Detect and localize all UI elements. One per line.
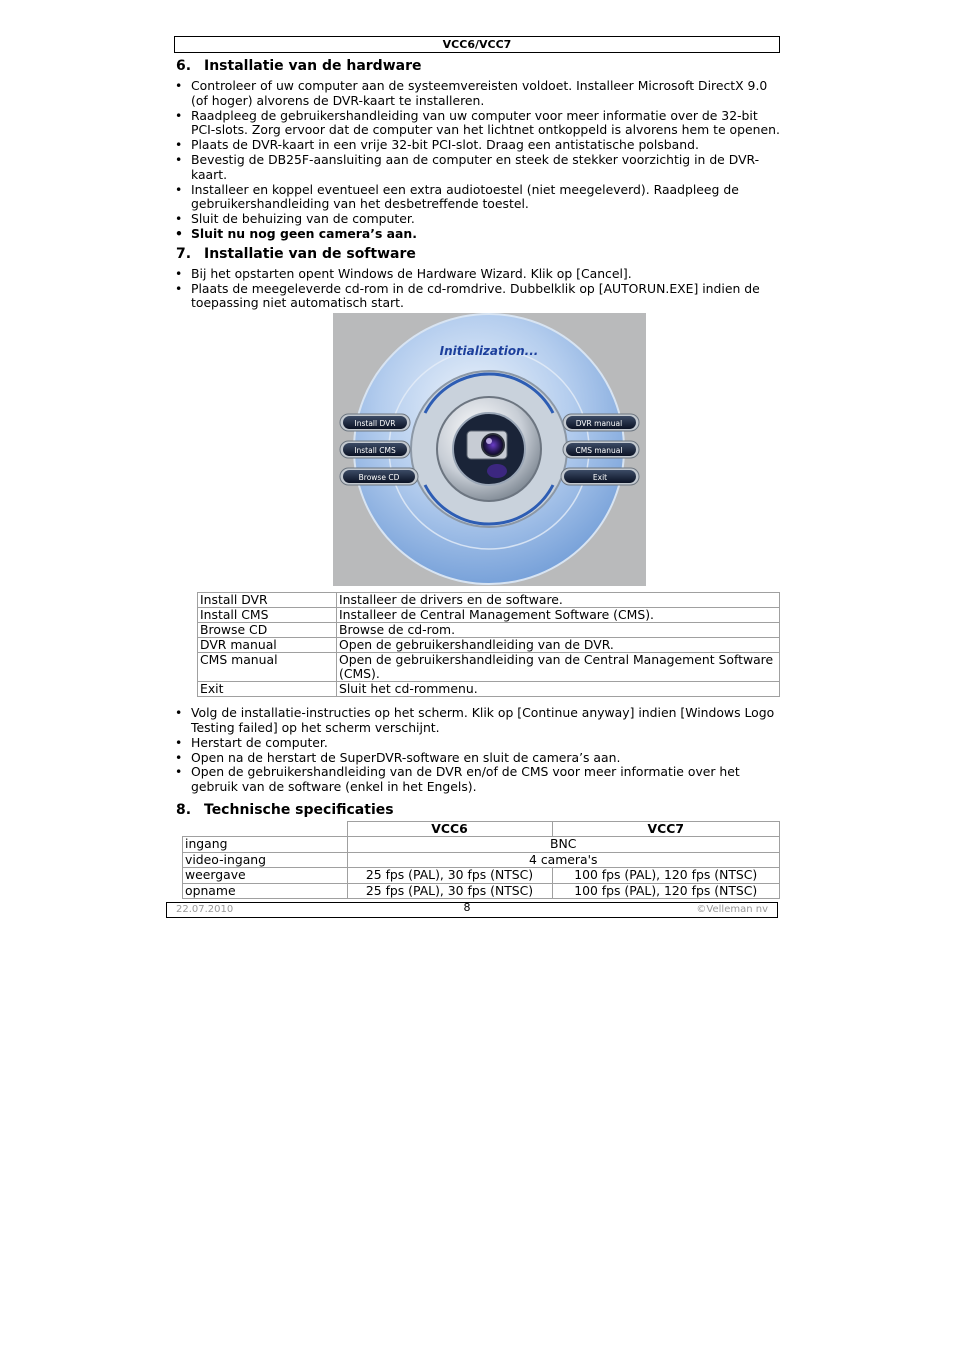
list-item: • Sluit de behuizing van de computer. <box>174 212 780 227</box>
list-item-warning: • Sluit nu nog geen camera’s aan. <box>174 227 780 242</box>
section-8-title: Technische specificaties <box>204 801 394 818</box>
table-cell: 4 camera's <box>347 852 780 867</box>
table-cell: Install DVR <box>198 593 337 608</box>
install-cms-button[interactable] <box>340 441 410 458</box>
section-6-title: Installatie van de hardware <box>204 58 422 74</box>
dvr-manual-label: DVR manual <box>575 419 623 429</box>
table-cell: 100 fps (PAL), 120 fps (NTSC) <box>552 868 780 883</box>
table-cell: Exit <box>198 682 337 697</box>
table-header-row <box>183 821 780 836</box>
table-cell: Install CMS <box>198 608 337 623</box>
section-8-number: 8. <box>176 801 192 818</box>
row-label: opname <box>183 883 348 898</box>
table-cell: 25 fps (PAL), 30 fps (NTSC) <box>347 883 552 898</box>
column-header-vcc7: VCC7 <box>552 821 780 836</box>
table-cell: BNC <box>347 837 780 852</box>
header-title: VCC6/VCC7 <box>442 38 512 51</box>
section-7-heading <box>176 246 780 262</box>
software-list-continued <box>174 706 780 795</box>
footer-copyright: ©Velleman nv <box>696 904 768 915</box>
list-item: • Bevestig de DB25F-aansluiting aan de computer en steek de stekker voorzichtig in de DVR-kaart. <box>174 153 780 183</box>
list-item: • Open de gebruikershandleiding van de DVR en/of de CMS voor meer informatie over het gebruik van de software (enkel in het Engels). <box>174 765 780 795</box>
table-row <box>183 868 780 883</box>
list-item: • Installeer en koppel eventueel een extra audiotoestel (niet meegeleverd). Raadpleeg de gebruikershandleiding van het desbetreffende toestel. <box>174 183 780 213</box>
cd-menu-title: Initialization... <box>439 344 539 359</box>
table-cell: Sluit het cd-rommenu. <box>337 682 780 697</box>
page-number: 8 <box>463 901 471 914</box>
cd-menu-screenshot <box>333 313 646 586</box>
cms-manual-label: CMS manual <box>575 446 623 456</box>
table-cell: Open de gebruikershandleiding van de Central Management Software (CMS). <box>337 653 780 682</box>
table-row <box>198 682 780 697</box>
table-row <box>198 623 780 638</box>
table-cell: Browse CD <box>198 623 337 638</box>
list-item: • Plaats de meegeleverde cd-rom in de cd-romdrive. Dubbelklik op [AUTORUN.EXE] indien de toepassing niet automatisch start. <box>174 282 780 312</box>
list-item: • Open na de herstart de SuperDVR-software en sluit de camera’s aan. <box>174 751 780 766</box>
spec-table <box>182 821 780 899</box>
section-6-number: 6. <box>176 58 192 74</box>
menu-buttons-table <box>197 592 780 697</box>
cms-manual-button[interactable] <box>563 441 639 458</box>
table-cell: 100 fps (PAL), 120 fps (NTSC) <box>552 883 780 898</box>
page-header <box>174 36 780 53</box>
list-item: • Controleer of uw computer aan de systeemvereisten voldoet. Installeer Microsoft DirectX 9.0 (of hoger) alvorens de DVR-kaart te installeren. <box>174 79 780 109</box>
section-7-number: 7. <box>176 245 192 262</box>
page-footer <box>166 902 778 918</box>
row-label: ingang <box>183 837 348 852</box>
table-row <box>198 653 780 682</box>
section-6-heading <box>176 58 780 74</box>
install-dvr-label: Install DVR <box>354 419 396 429</box>
section-8-heading <box>176 802 780 818</box>
list-item: • Plaats de DVR-kaart in een vrije 32-bit PCI-slot. Draag een antistatische polsband. <box>174 138 780 153</box>
table-cell: 25 fps (PAL), 30 fps (NTSC) <box>347 868 552 883</box>
table-cell: Installeer de drivers en de software. <box>337 593 780 608</box>
browse-cd-button[interactable] <box>340 468 418 485</box>
table-row <box>183 837 780 852</box>
table-cell: Installeer de Central Management Software (CMS). <box>337 608 780 623</box>
browse-cd-label: Browse CD <box>358 473 400 483</box>
table-cell: Open de gebruikershandleiding van de DVR. <box>337 638 780 653</box>
table-cell: DVR manual <box>198 638 337 653</box>
row-label: weergave <box>183 868 348 883</box>
table-row <box>198 638 780 653</box>
table-row <box>198 593 780 608</box>
install-dvr-button[interactable] <box>340 414 410 431</box>
list-item: • Volg de installatie-instructies op het scherm. Klik op [Continue anyway] indien [Windows Logo Testing failed] op het scherm verschijnt. <box>174 706 780 736</box>
install-cms-label: Install CMS <box>354 446 396 456</box>
list-item: • Bij het opstarten opent Windows de Hardware Wizard. Klik op [Cancel]. <box>174 267 780 282</box>
page-content <box>174 56 780 899</box>
table-row <box>183 852 780 867</box>
footer-date: 22.07.2010 <box>176 904 234 915</box>
column-header-vcc6: VCC6 <box>347 821 552 836</box>
list-item: • Herstart de computer. <box>174 736 780 751</box>
section-7-title: Installatie van de software <box>204 245 416 262</box>
exit-button[interactable] <box>561 468 639 485</box>
table-row <box>198 608 780 623</box>
row-label: video-ingang <box>183 852 348 867</box>
list-item: • Raadpleeg de gebruikershandleiding van uw computer voor meer informatie over de 32-bit PCI-slots. Zorg ervoor dat de computer van het lichtnet ontkoppeld is alvorens hem te openen. <box>174 109 780 139</box>
table-row <box>183 883 780 898</box>
table-cell: Browse de cd-rom. <box>337 623 780 638</box>
dvr-manual-button[interactable] <box>563 414 639 431</box>
table-corner <box>183 821 348 836</box>
software-list <box>174 267 780 311</box>
table-cell: CMS manual <box>198 653 337 682</box>
hardware-list <box>174 79 780 242</box>
exit-label: Exit <box>592 473 608 483</box>
